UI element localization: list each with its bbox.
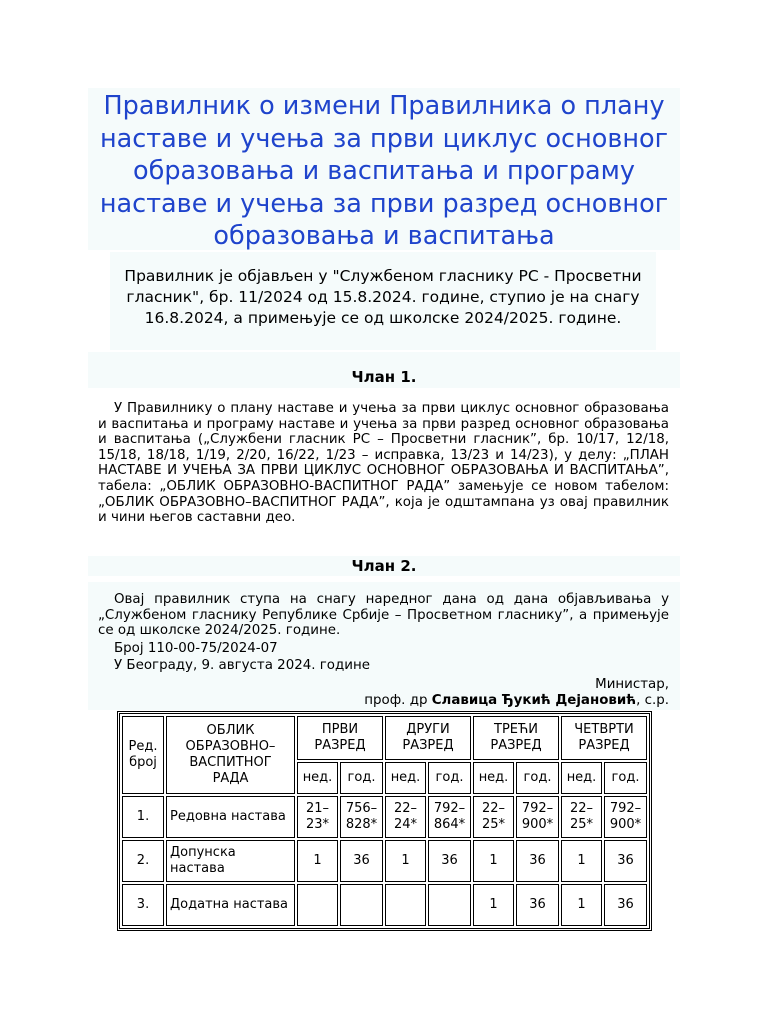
signature-prefix: проф. др bbox=[364, 693, 432, 708]
table-row bbox=[122, 796, 647, 838]
table-cell: 792–900* bbox=[604, 796, 647, 838]
table-cell: 36 bbox=[604, 840, 647, 882]
table-cell bbox=[297, 884, 338, 926]
table-row bbox=[122, 884, 647, 926]
sub-yearly: год. bbox=[604, 762, 647, 794]
table-cell: 1 bbox=[561, 884, 602, 926]
place-date: У Београду, 9. августа 2024. године bbox=[114, 658, 370, 673]
sub-yearly: год. bbox=[428, 762, 471, 794]
row-number: 2. bbox=[122, 840, 164, 882]
sub-yearly: год. bbox=[340, 762, 383, 794]
row-form: Допунска настава bbox=[166, 840, 295, 882]
header-grade-4: ЧЕТВРТИ РАЗРЕД bbox=[561, 716, 647, 760]
table-cell: 792–864* bbox=[428, 796, 471, 838]
signature-role: Министар, bbox=[595, 677, 669, 692]
signature-name: Славица Ђукић Дејановић bbox=[431, 693, 637, 708]
sub-yearly: год. bbox=[516, 762, 559, 794]
table-cell: 1 bbox=[385, 840, 426, 882]
table-cell bbox=[340, 884, 383, 926]
table-cell: 36 bbox=[604, 884, 647, 926]
article1-heading: Члан 1. bbox=[351, 368, 417, 386]
row-number: 3. bbox=[122, 884, 164, 926]
table-cell: 36 bbox=[428, 840, 471, 882]
header-grade-1: ПРВИ РАЗРЕД bbox=[297, 716, 383, 760]
table-cell: 1 bbox=[297, 840, 338, 882]
sub-weekly: нед. bbox=[385, 762, 426, 794]
signature bbox=[98, 693, 669, 709]
header-number: Ред. број bbox=[122, 716, 164, 794]
row-number: 1. bbox=[122, 796, 164, 838]
table-cell: 1 bbox=[473, 884, 514, 926]
header-grade-2: ДРУГИ РАЗРЕД bbox=[385, 716, 471, 760]
header-grade-3: ТРЕЋИ РАЗРЕД bbox=[473, 716, 559, 760]
article1-text: У Правилнику о плану наставе и учења за први циклус основног образовања и васпитања и програму наставе и учења за први разред основног образовања и васпитања („Службени гласник РС – Просветни гласник”, бр. 10/17, 12/18, 15/18, 18/18, 1/19, 2/20, 16/22, 1/23 – исправка, 13/23 и 14/23), у делу: „ПЛАН НАСТАВЕ И УЧЕЊА ЗА ПРВИ ЦИКЛУС ОСНОВНОГ ОБРАЗОВАЊА И ВАСПИТАЊА”, табела: „ОБЛИК ОБРАЗОВНО-ВАСПИТНОГ РАДА” замењује се новом табелом: „ОБЛИК ОБРАЗОВНО–ВАСПИТНОГ РАДА”, која је одштампана уз овај правилник и чини његов саставни део. bbox=[98, 401, 669, 526]
table-cell: 1 bbox=[473, 840, 514, 882]
sub-weekly: нед. bbox=[297, 762, 338, 794]
table-cell: 22–25* bbox=[561, 796, 602, 838]
row-form: Додатна настава bbox=[166, 884, 295, 926]
article2-text: Овај правилник ступа на снагу наредног дана од дана објављивања у „Службеном гласнику Републике Србије – Просветном гласнику”, а примењује се од школске 2024/2025. године. bbox=[98, 592, 669, 639]
table-cell: 21–23* bbox=[297, 796, 338, 838]
row-form: Редовна настава bbox=[166, 796, 295, 838]
document-title: Правилник о измени Правилника о плану наставе и учења за први циклус основног образовања и васпитања и програму наставе и учења за први разред основног образовања и васпитања bbox=[99, 91, 669, 251]
table-row bbox=[122, 840, 647, 882]
article2-heading: Члан 2. bbox=[351, 557, 417, 575]
reference-number: Број 110-00-75/2024-07 bbox=[114, 641, 278, 656]
table-cell: 36 bbox=[340, 840, 383, 882]
header-form: ОБЛИК ОБРАЗОВНО–ВАСПИТНОГ РАДА bbox=[166, 716, 295, 794]
sub-weekly: нед. bbox=[473, 762, 514, 794]
table-cell: 756–828* bbox=[340, 796, 383, 838]
education-plan-table bbox=[117, 711, 652, 931]
table-cell: 22–24* bbox=[385, 796, 426, 838]
table-cell bbox=[428, 884, 471, 926]
table-cell: 36 bbox=[516, 840, 559, 882]
table-cell: 1 bbox=[561, 840, 602, 882]
table-header-row bbox=[122, 716, 647, 760]
table-cell: 792–900* bbox=[516, 796, 559, 838]
table-cell bbox=[385, 884, 426, 926]
signature-suffix: , с.р. bbox=[636, 693, 669, 708]
table-cell: 36 bbox=[516, 884, 559, 926]
publication-note: Правилник је објављен у "Службеном гласнику РС - Просветни гласник", бр. 11/2024 од 15.8.2024. године, ступио је на снагу 16.8.2024, а примењује се од школске 2024/2025. године. bbox=[124, 267, 642, 327]
sub-weekly: нед. bbox=[561, 762, 602, 794]
table-cell: 22–25* bbox=[473, 796, 514, 838]
